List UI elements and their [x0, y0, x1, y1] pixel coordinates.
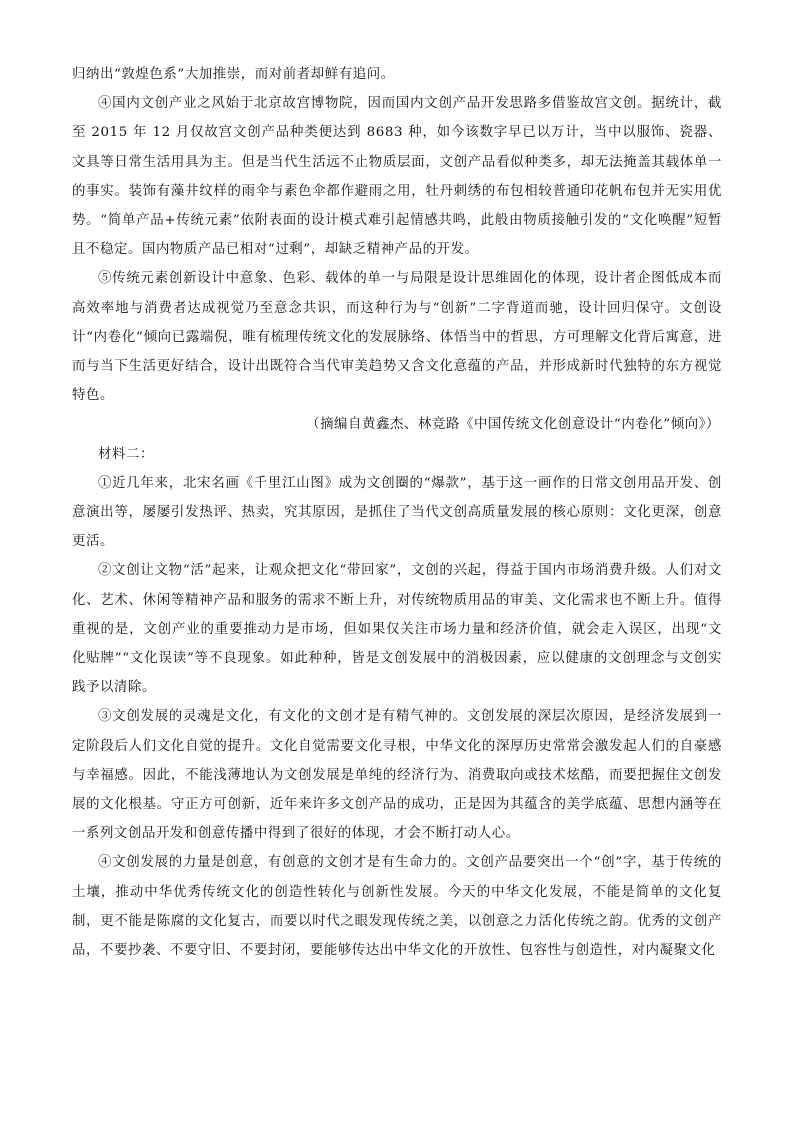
material-2-paragraph-2: ②文创让文物“活”起来，让观众把文化“带回家”，文创的兴起，得益于国内市场消费升级。人们对文化、艺术、休闲等精神产品和服务的需求不断上升，对传统物质用品的审美、文化需求也不断上升。值得重视的是，文创产业的重要推动力是市场，但如果仅关注市场力量和经济价值，就会走入误区，出现“文化贴牌”“文化误读”等不良现象。如此种种，皆是文创发展中的消极因素，应以健康的文创理念与文创实践予以清除。 — [72, 563, 722, 696]
material-2-label: 材料二： — [98, 446, 154, 462]
source-citation: （摘编自黄鑫杰、林竞路《中国传统文化创意设计“内卷化”倾向》） — [306, 417, 720, 433]
paragraph-fragment: 归纳出“敦煌色系”大加推崇，而对前者却鲜有追问。 — [72, 67, 395, 82]
paragraph-4: ④国内文创产业之风始于北京故宫博物院，因而国内文创产品开发思路多借鉴故宫文创。据统计，截至 2015 年 12 月仅故宫文创产品种类便达到 8683 种，如今该数字早已以万计，当中以服饰、瓷器、文具等日常生活用具为主。但是当代生活远不止物质层面，文创产品看似种类多，却无法掩盖其载体单一的事实。装饰有藻井纹样的雨伞与素色伞都作避雨之用，牡丹刺绣的布包相较普通印花帆布包并无实用优势。“简单产品+传统元素”依附表面的设计模式难引起情感共鸣，此般由物质接触引发的“文化唤醒”短暂且不稳定。国内物质产品已相对“过剩”，却缺乏精神产品的开发。 — [72, 96, 722, 258]
paragraph-5: ⑤传统元素创新设计中意象、色彩、载体的单一与局限是设计思维固化的体现，设计者企图低成本而高效率地与消费者达成视觉乃至意念共识，而这种行为与“创新”二字背道而驰，设计回归保守。文创设计“内卷化”倾向已露端倪，唯有梳理传统文化的发展脉络、体悟当中的哲思，方可理解文化背后寓意，进而与当下生活更好结合，设计出既符合当代审美趋势又含文化意蕴的产品，并形成新时代独特的东方视觉特色。 — [72, 271, 722, 404]
material-2-paragraph-3: ③文创发展的灵魂是文化，有文化的文创才是有精气神的。文创发展的深层次原因，是经济发展到一定阶段后人们文化自觉的提升。文化自觉需要文化寻根，中华文化的深厚历史常常会激发起人们的自豪感与幸福感。因此，不能浅薄地认为文创发展是单纯的经济行为、消费取向或技术炫酷，而要把握住文创发展的文化根基。守正方可创新，近年来许多文创产品的成功，正是因为其蕴含的美学底蕴、思想内涵等在一系列文创品开发和创意传播中得到了很好的体现，才会不断打动人心。 — [72, 709, 722, 842]
material-2-paragraph-4: ④文创发展的力量是创意，有创意的文创才是有生命力的。文创产品要突出一个“创”字，基于传统的土壤，推动中华优秀传统文化的创造性转化与创新性发展。今天的中华文化发展，不能是简单的文化复制，更不能是陈腐的文化复古，而要以时代之眼发现传统之美，以创意之力活化传统之韵。优秀的文创产品，不要抄袭、不要守旧、不要封闭，要能够传达出中华文化的开放性、包容性与创造性，对内凝聚文化 — [72, 855, 722, 959]
material-2-paragraph-1: ①近几年来，北宋名画《千里江山图》成为文创圈的“爆款”，基于这一画作的日常文创用品开发、创意演出等，屡屡引发热评、热卖，究其原因，是抓住了当代文创高质量发展的核心原则：文化更深，创意更活。 — [72, 475, 722, 550]
